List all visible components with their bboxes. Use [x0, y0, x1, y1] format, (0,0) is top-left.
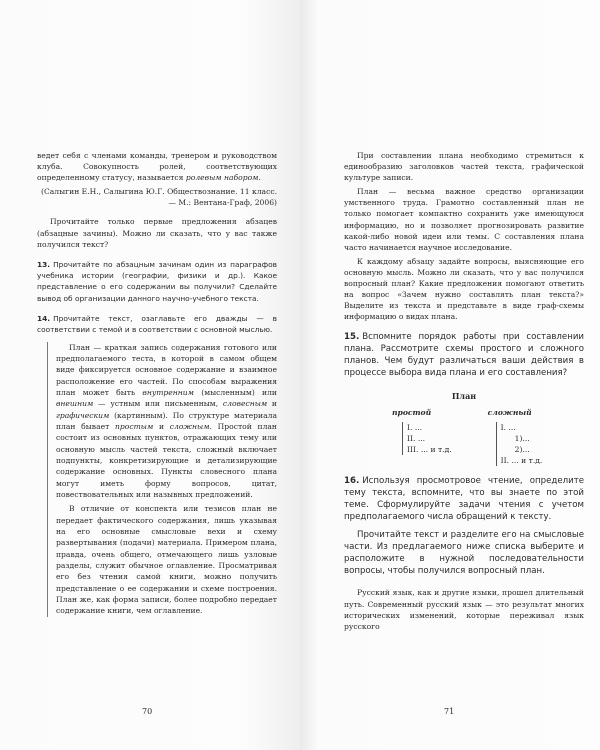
complex-plan-label: сложный: [487, 408, 532, 418]
final-paragraph: Русский язык, как и другие языки, прошел длительный путь. Современный русский язык — это результат многих исторических изменений, которые переживал язык русского: [344, 588, 584, 631]
right-page: [300, 0, 600, 750]
plan-diagram-title: План: [451, 391, 477, 402]
simple-plan-label: простой: [392, 408, 432, 418]
box-paragraph-2: В отличие от конспекта или тезисов план не передает фактического содержания, лишь указывая на его основные смысловые вехи и схему развертывания (подачи) материала. Примером плана, правда, очень общего, отмечающего лишь узловые разделы, служит обычное оглавление. Просматривая его без чтения самой книги, можно получить представление о ее содержании и схеме построения. План же, как форма записи, более подробно передает содержание книги, чем оглавление.: [56, 504, 277, 616]
task-number: 13.: [37, 259, 51, 269]
plan-row: I. ...: [500, 423, 516, 433]
task-number: 15.: [344, 332, 360, 343]
task-15: 15. Вспомните порядок работы при составлении плана. Рассмотрите схемы простого и сложного планов. Чем будут различаться ваши действия в процессе выбора вида плана и его составления?: [344, 332, 584, 379]
plan-diagram: [344, 407, 584, 466]
quoted-text-block: [47, 342, 277, 617]
simple-plan: [392, 407, 452, 466]
emphasis-term: ролевым набором: [185, 173, 259, 183]
plan-row: II. ... и т.д.: [500, 456, 543, 466]
task-16: 16. Используя просмотровое чтение, определите тему текста, вспомните, что вы знаете по этой теме. Сформулируйте задачи чтения с учетом предполагаемого числа обращений к тексту.: [344, 476, 584, 523]
task-number: 16.: [344, 476, 360, 487]
task-number: 14.: [37, 313, 51, 323]
plan-subrow: 1)...: [514, 434, 530, 444]
plan-row: III. ... и т.д.: [407, 445, 452, 455]
task-14: 14. Прочитайте текст, озаглавьте его дважды — в соответствии с темой и в соответствии с основной мыслью.: [37, 313, 277, 335]
page-number: 71: [444, 707, 455, 716]
task-16-continuation: Прочитайте текст и разделите его на смысловые части. Из предлагаемого ниже списка выберите и расположите в нужной последовательности вопросы, чтобы получился вопросный план.: [344, 530, 584, 577]
simple-plan-list: [402, 422, 452, 455]
task-13: 13. Прочитайте по абзацным зачинам один из параграфов учебника истории (географии, физики и др.). Какое представление о его содержании вы получили? Сделайте вывод об организации данного научно-учебного текста.: [37, 259, 277, 303]
plan-row: I. ...: [407, 423, 423, 433]
paragraph-plan-importance: План — весьма важное средство организации умственного труда. Грамотно составленный план не только помогает компактно сохранить уже имеющуюся информацию, но и позволяет прогнозировать развитие какой-либо новой идеи или темы. С составления плана часто начинается научное исследование.: [344, 187, 584, 252]
left-column: [37, 150, 277, 620]
right-column: [344, 150, 584, 635]
box-paragraph-1: План — краткая запись содержания готового или предполагаемого теста, в которой в самом общем виде фиксируется основное содержание и взаимное расположение его частей. По способам выражения план может быть внутренним (мысленным) или внешним — устным или письменным, словесным и графическим (картинным). По структуре материала план бывает простым и сложным. Простой план состоит из основных пунктов, отражающих тему или основную мысль частей текста, сложный включает подпункты, конкретизирующие и детализирующие содержание основных. Пункты словесного плана могут иметь форму вопросов, цитат, повествовательных или назывных предложений.: [56, 342, 277, 499]
questions-prompt: К каждому абзацу задайте вопросы, выясняющие его основную мысль. Можно ли сказать, что у вас получился вопросный план? Какие предложения помогают ответить на вопрос «Зачем нужно составлять план текста?» Выделите из текста и представьте в виде граф-схемы информацию о видах плана.: [344, 256, 584, 322]
complex-plan-list: [496, 422, 543, 466]
complex-plan: [488, 407, 543, 466]
plan-row: II. ...: [407, 434, 426, 444]
intro-paragraph: ведет себя с членами команды, тренером и руководством клуба. Совокупность ролей, соответствующих определенному статусу, называется ролевым набором.: [37, 151, 277, 183]
reading-prompt: Прочитайте только первые предложения абзацев (абзацные зачины). Можно ли сказать, что у вас также получился текст?: [37, 217, 277, 249]
page-number: 70: [142, 707, 153, 716]
citation: (Салыгин Е.Н., Салыгина Ю.Г. Обществознание. 11 класс. — М.: Вентана-Граф, 2006): [40, 187, 277, 208]
paragraph-uniformity: При составлении плана необходимо стремиться к единообразию заголовков частей текста, графической культуре записи.: [344, 151, 584, 183]
plan-subrow: 2)...: [514, 445, 530, 455]
